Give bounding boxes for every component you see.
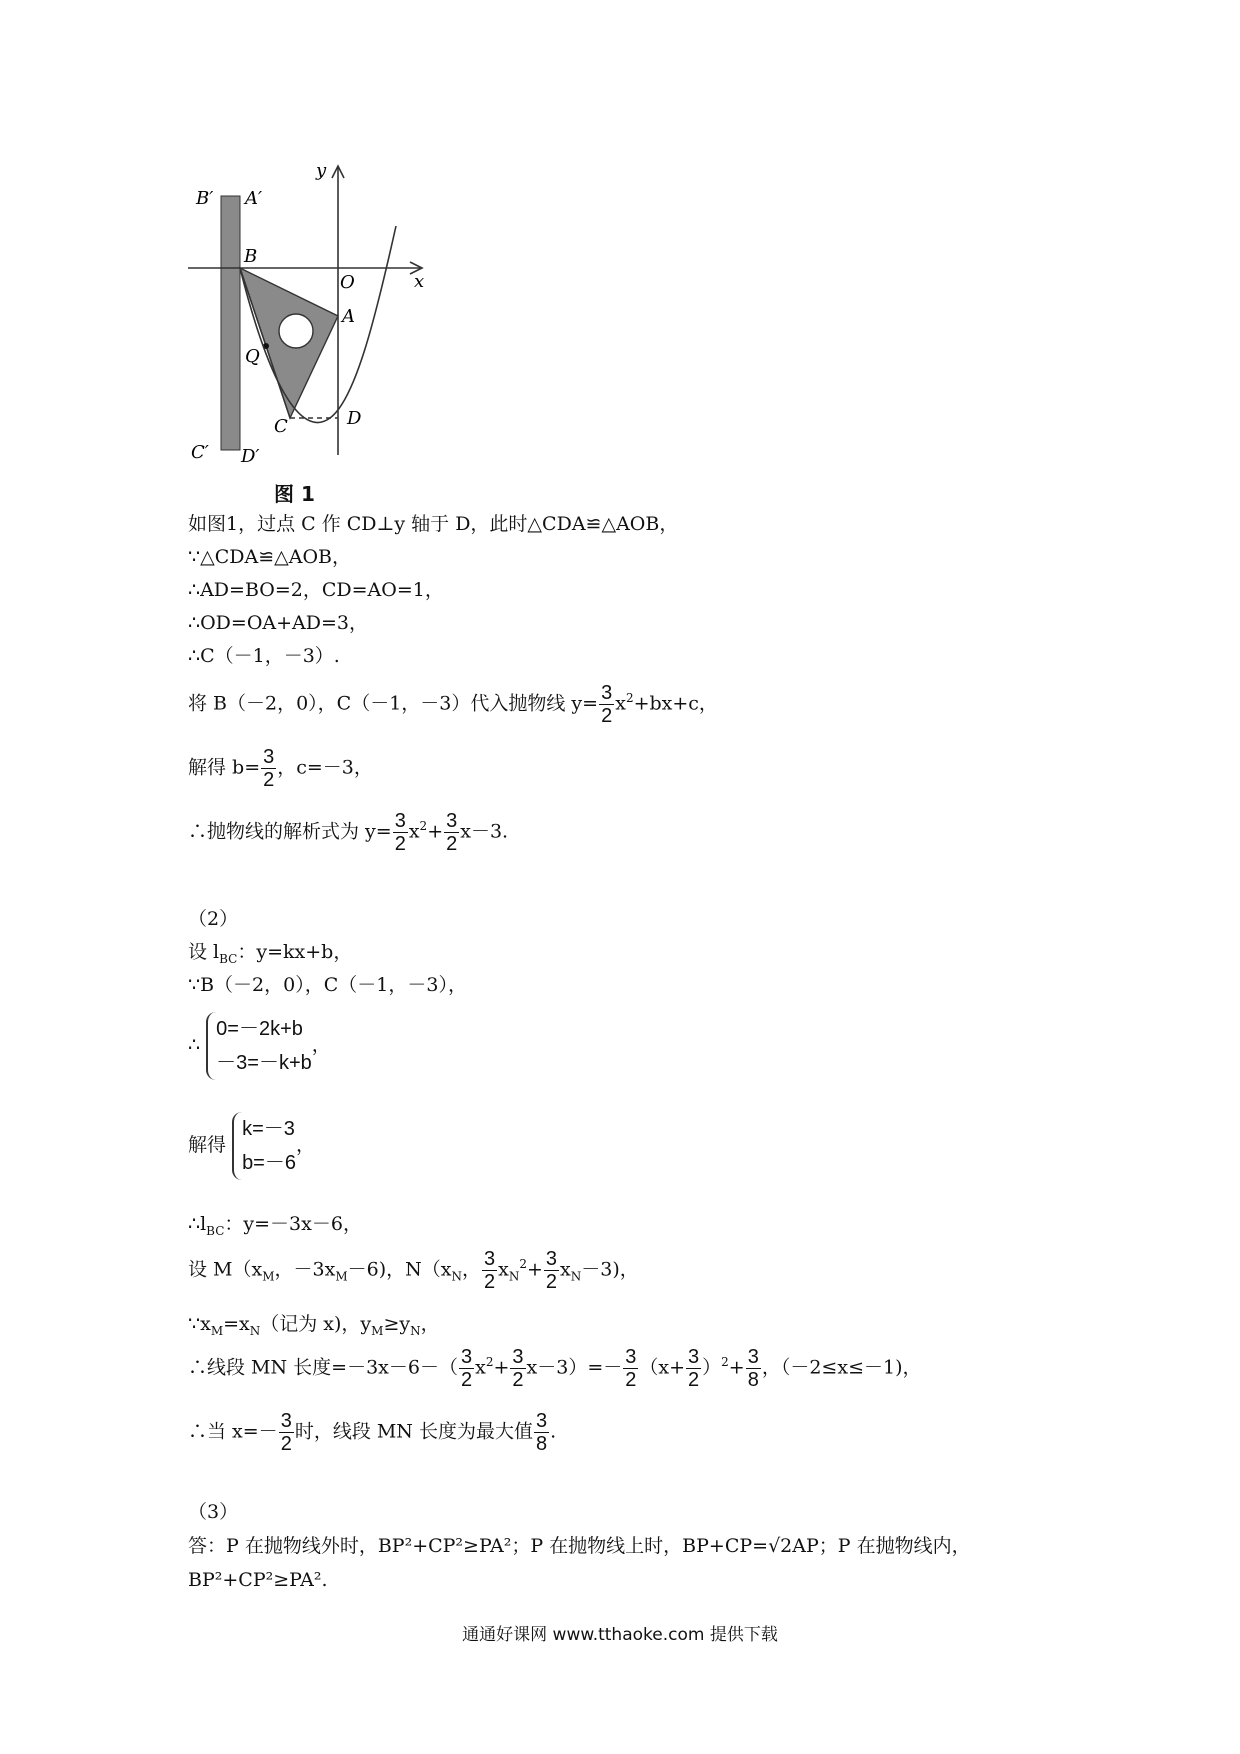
text-line bbox=[188, 746, 373, 791]
text-line: 将 B（－2，0），C（－1，－3）代入抛物线 y= $\frac{3}{2}$ $x^2+bx+c$， bbox=[188, 682, 718, 727]
label-a-prime: A′ bbox=[245, 188, 263, 209]
text-line: $\because x_M=x_N$（记为 x)，$y_M\ge y_N$， bbox=[188, 1313, 440, 1338]
label-x: x bbox=[414, 271, 425, 292]
text-line: 设 $M(x_M$，$-3x_M-6$)，$N(x_N$， $\frac{3}{2}$ $x_N^2+$ $\frac{3}{2}$ $x_N-3$)， bbox=[188, 1248, 639, 1293]
fraction: $\frac{3}{2}$ bbox=[263, 746, 275, 791]
text-line: ∴C（－1，－3）. bbox=[188, 645, 340, 667]
label-b: B bbox=[244, 246, 258, 267]
label-a: A bbox=[342, 306, 355, 327]
text-line: $\therefore l_{BC}$：y=－3x－6， bbox=[188, 1213, 362, 1238]
equation-system: ∴ 0=－2k+b －3=－k+b ， bbox=[188, 1012, 331, 1080]
text-span: +bx+c， bbox=[633, 692, 718, 715]
section-heading: （2） bbox=[188, 908, 239, 930]
text-span: 将 B（－2，0），C（－1，－3）代入抛物线 y= bbox=[188, 692, 599, 715]
label-y: y bbox=[316, 160, 327, 181]
ruler-rect bbox=[221, 196, 240, 450]
triangle-hole bbox=[279, 314, 313, 348]
text-span: x bbox=[615, 692, 626, 715]
label-o: O bbox=[340, 272, 355, 293]
label-d-prime: D′ bbox=[241, 446, 260, 467]
text-span: 解得 b= bbox=[188, 756, 261, 779]
text-line: ∴AD=BO=2，CD=AO=1， bbox=[188, 579, 444, 601]
text-line: BP²+CP²≥PA². bbox=[188, 1569, 328, 1591]
section-heading: （3） bbox=[188, 1501, 239, 1523]
fraction: $\frac{3}{2}$ bbox=[446, 810, 458, 855]
text-line: ∵B（－2，0），C（－1，－3）， bbox=[188, 974, 467, 996]
text-line: ∴OD=OA+AD=3， bbox=[188, 612, 368, 634]
label-c: C bbox=[274, 416, 288, 437]
fraction: $\frac{3}{2}$ bbox=[601, 682, 613, 727]
footer-source: 通通好课网 www.tthaoke.com 提供下载 bbox=[462, 1625, 778, 1645]
label-q: Q bbox=[245, 346, 260, 367]
text-line: 如图1，过点 C 作 CD⊥y 轴于 D，此时△CDA≌△AOB， bbox=[188, 513, 679, 535]
label-c-prime: C′ bbox=[191, 442, 209, 463]
solution-system: 解得 k=－3 b=－6 ， bbox=[188, 1112, 315, 1180]
text-line: 设 $l_{BC}$：y=kx+b， bbox=[188, 941, 353, 966]
fraction: $\frac{3}{2}$ bbox=[394, 810, 406, 855]
text-line: ∴抛物线的解析式为 y= $\frac{3}{2}$ $x^2+$ $\frac{3}{2}$ x－3. bbox=[188, 810, 509, 855]
label-d: D bbox=[347, 408, 362, 429]
text-line: ∴当 x=－ $\frac{3}{2}$ 时，线段 MN 长度为最大值 $\frac{3}{8}$ . bbox=[188, 1410, 557, 1455]
text-line: 答：P 在抛物线外时，BP²+CP²≥PA²；P 在抛物线上时，BP+CP=√2AP；P 在抛物线内， bbox=[188, 1535, 971, 1557]
text-span: ，c=－3， bbox=[277, 756, 373, 779]
figure-1-diagram bbox=[0, 0, 1240, 500]
text-line: ∵△CDA≌△AOB， bbox=[188, 546, 351, 568]
text-span: ∴抛物线的解析式为 y= bbox=[188, 820, 392, 843]
figure-caption: 图 1 bbox=[274, 482, 315, 506]
text-line: ∴线段 MN 长度=－3x－6－（ $\frac{3}{2}$ $x^2+$ $\frac{3}{2}$ x－3）=－ $\frac{3}{2}$ （x+ $\frac{3}{2}$ ）$^2$+ $\frac{3}{8}$ ，（－2≤x≤－1)， bbox=[188, 1346, 922, 1391]
label-b-prime: B′ bbox=[196, 188, 214, 209]
